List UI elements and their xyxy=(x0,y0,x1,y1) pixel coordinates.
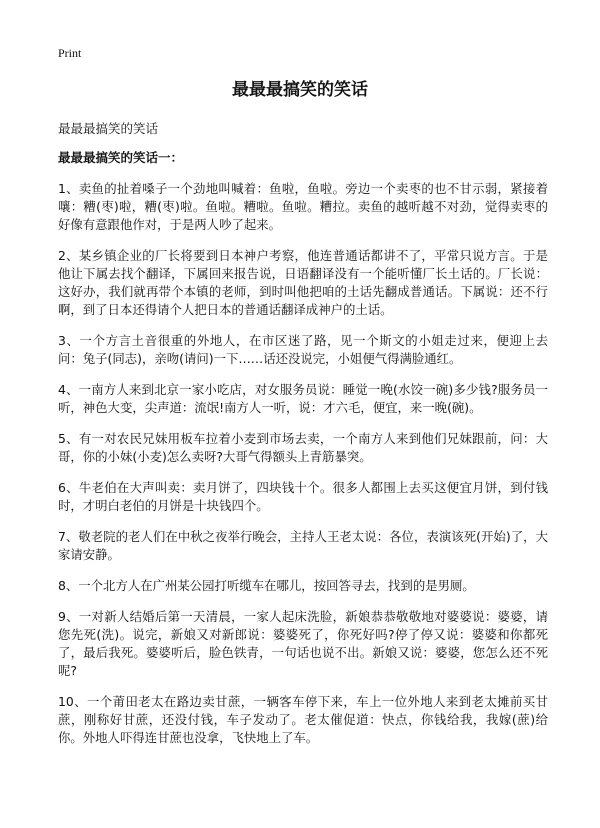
joke-paragraph-9: 9、一对新人结婚后第一天清晨，一家人起床洗脸，新娘恭恭敬敬地对婆婆说：婆婆，请您先死(洗)。说完，新娘又对新郎说：婆婆死了，你死好吗?停了停又说：婆婆和你都死了，最后我死。婆婆听后，脸色铁青，一句话也说不出。新娘又说：婆婆，您怎么还不死呢? xyxy=(58,609,548,678)
subtitle: 最最最搞笑的笑话 xyxy=(58,121,159,136)
section-heading: 最最最搞笑的笑话一： xyxy=(58,150,184,165)
joke-paragraph-6: 6、牛老伯在大声叫卖：卖月饼了，四块钱十个。很多人都围上去买这便宜月饼，到付钱时，才明白老伯的月饼是十块钱四个。 xyxy=(58,480,548,513)
joke-paragraph-7: 7、敬老院的老人们在中秋之夜举行晚会，主持人王老太说：各位，表演该死(开始)了，大家请安静。 xyxy=(58,529,548,562)
joke-paragraph-5: 5、有一对农民兄妹用板车拉着小麦到市场去卖，一个南方人来到他们兄妹跟前，问：大哥，你的小妹(小麦)怎么卖呀?大哥气得额头上青筋暴突。 xyxy=(58,431,548,464)
joke-paragraph-3: 3、一个方言土音很重的外地人，在市区迷了路，见一个斯文的小姐走过来，便迎上去问：兔子(同志)，亲吻(请问)一下……话还没说完，小姐便气得满脸通红。 xyxy=(58,333,548,366)
print-label: Print xyxy=(58,46,82,60)
joke-paragraph-2: 2、某乡镇企业的厂长将要到日本神户考察，他连普通话都讲不了，平常只说方言。于是他让下属去找个翻译，下属回来报告说，日语翻译没有一个能听懂厂长土话的。厂长说：这好办，我们就再带个本镇的老师，到时叫他把咱的土话先翻成普通话。下属说：还不行啊，到了日本还得请个人把日本的普通话翻译成神户的土话。 xyxy=(58,248,548,317)
joke-paragraph-10: 10、一个莆田老太在路边卖甘蔗，一辆客车停下来，车上一位外地人来到老太摊前买甘蔗，刚称好甘蔗，还没付钱，车子发动了。老太催促道：快点，你钱给我，我嫁(蔗)给你。外地人吓得连甘蔗也没拿，飞快地上了车。 xyxy=(58,694,548,745)
page-title: 最最最搞笑的笑话 xyxy=(232,80,368,100)
joke-paragraph-1: 1、卖鱼的扯着嗓子一个劲地叫喊着：鱼啦，鱼啦。旁边一个卖枣的也不甘示弱，紧接着嚷：糟(枣)啦，糟(枣)啦。鱼啦。糟啦。鱼啦。糟拉。卖鱼的越听越不对劲，觉得卖枣的好像有意跟他作对，于是两人吵了起来。 xyxy=(58,181,548,232)
joke-paragraph-8: 8、一个北方人在广州某公园打听缆车在哪儿，按回答寻去，找到的是男厕。 xyxy=(58,578,475,593)
joke-paragraph-4: 4、一南方人来到北京一家小吃店，对女服务员说：睡觉一晚(水饺一碗)多少钱?服务员一听，神色大变，尖声道：流氓!南方人一听，说：才六毛，便宜，来一晚(碗)。 xyxy=(58,382,548,415)
joke-list xyxy=(58,180,548,760)
